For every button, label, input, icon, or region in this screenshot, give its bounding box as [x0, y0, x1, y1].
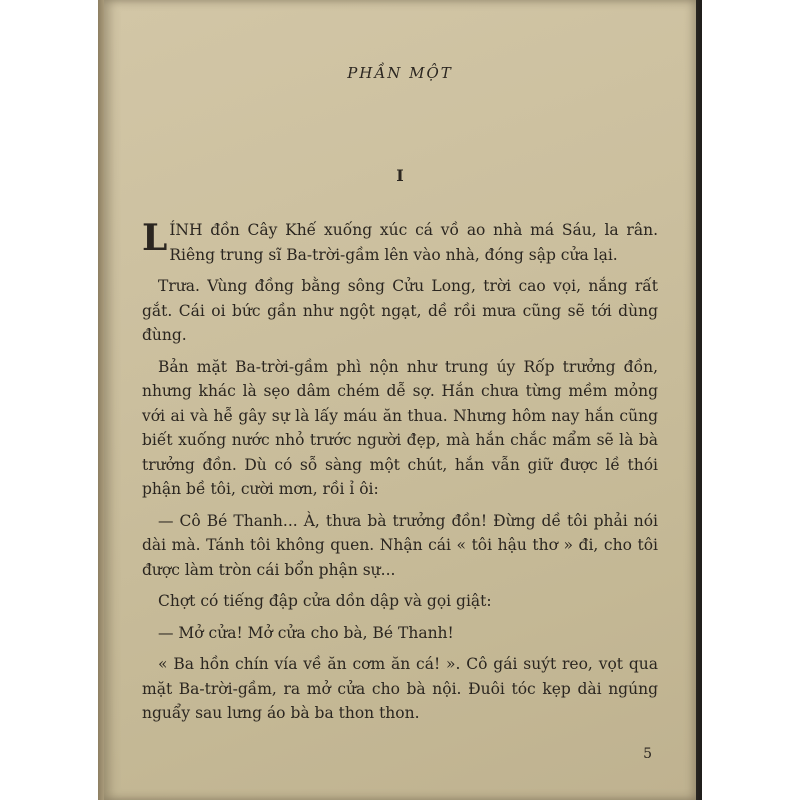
paragraph-1: [142, 217, 658, 267]
chapter-number: I: [396, 166, 404, 185]
paragraph-6-dialogue: — Mở cửa! Mở cửa cho bà, Bé Thanh!: [158, 623, 454, 642]
drop-cap-letter: L: [142, 217, 168, 259]
paragraph-2: Trưa. Vùng đồng bằng sông Cửu Long, trời cao vọi, nắng rất gắt. Cái oi bức gần như ngột ngạt, dề rồi mưa cũng sẽ tới dùng đùng.: [142, 277, 658, 344]
body-text: [142, 218, 658, 733]
paragraph-1-text: ÍNH đồn Cây Khế xuống xúc cá vồ ao nhà má Sáu, la rân. Riêng trung sĩ Ba-trời-gầm lên vào nhà, đóng sập cửa lại.: [169, 221, 658, 264]
paragraph-3: Bản mặt Ba-trời-gầm phì nộn như trung úy Rốp trưởng đồn, nhưng khác là sẹo dâm chém dễ sợ. Hắn chưa từng mềm mỏng với ai và hễ gây sự là lấy máu ăn thua. Nhưng hôm nay hắn cũng biết xuống nước nhỏ trước người đẹp, mà hắn chắc mẩm sẽ là bà trưởng đồn. Dù có sỗ sàng một chút, hắn vẫn giữ được lề thói phận bề tôi, cười mơn, rồi ỉ ôi:: [142, 357, 658, 498]
paragraph-7: « Ba hồn chín vía về ăn cơm ăn cá! ». Cô gái suýt reo, vọt qua mặt Ba-trời-gầm, ra mở cửa cho bà nội. Đuôi tóc kẹp dài ngúng nguẩy sau lưng áo bà ba thon thon.: [142, 655, 658, 722]
page-number: 5: [643, 746, 652, 762]
paragraph-4-dialogue: — Cô Bé Thanh... À, thưa bà trưởng đồn! Đừng dề tôi phải nói dài mà. Tánh tôi không quen. Nhận cái « tôi hậu thơ » đi, cho tôi được làm tròn cái bổn phận sự...: [142, 511, 658, 579]
book-page: [104, 0, 696, 800]
section-title: PHẦN MỘT: [347, 64, 453, 82]
paragraph-5: Chợt có tiếng đập cửa dồn dập và gọi giật:: [158, 592, 492, 610]
